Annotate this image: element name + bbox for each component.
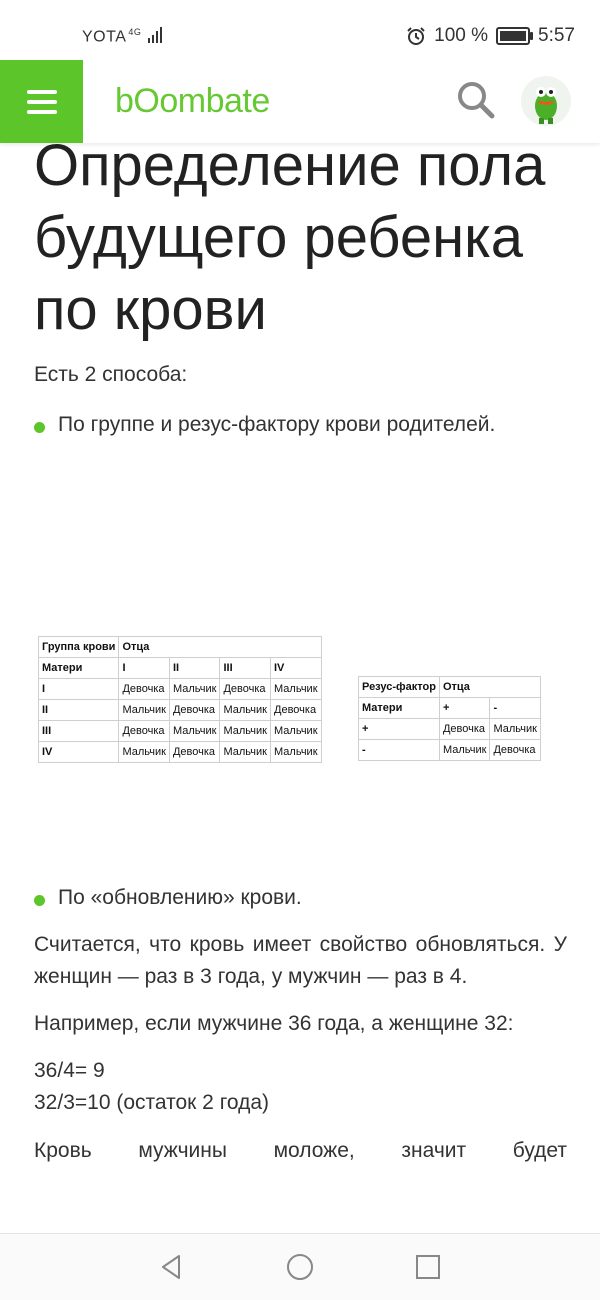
table-cell: Девочка <box>220 679 271 700</box>
table-cell: IV <box>271 658 322 679</box>
carrier-info <box>82 27 164 46</box>
table-row <box>39 742 322 763</box>
table-cell: Матери <box>39 658 119 679</box>
table-cell: Мальчик <box>439 740 490 761</box>
table-cell: Отца <box>119 637 321 658</box>
table-row <box>359 719 541 740</box>
table-cell: Девочка <box>439 719 490 740</box>
table-cell: Мальчик <box>220 700 271 721</box>
article <box>34 130 567 441</box>
blood-group-table <box>38 636 322 763</box>
table-row <box>39 637 322 658</box>
article-title: Определение пола будущего ребенка по крови <box>34 133 546 342</box>
table-cell: Матери <box>359 698 440 719</box>
table-row <box>39 679 322 700</box>
article-continued <box>34 882 567 1167</box>
search-button[interactable] <box>454 78 498 122</box>
table-cell: Девочка <box>119 679 170 700</box>
table-cell: Мальчик <box>220 721 271 742</box>
calc-line: 36/4= 9 <box>34 1059 105 1082</box>
avatar[interactable] <box>521 76 571 126</box>
table-cell: III <box>220 658 271 679</box>
network-type: 4G <box>128 27 142 37</box>
table-row <box>39 721 322 742</box>
table-cell: Мальчик <box>271 721 322 742</box>
signal-icon <box>148 27 164 43</box>
paragraph: Например, если мужчине 36 года, а женщине 32: <box>34 1012 514 1035</box>
table-cell: Девочка <box>490 740 541 761</box>
table-cell: Девочка <box>119 721 170 742</box>
alarm-icon <box>406 26 426 46</box>
status-bar <box>0 0 600 60</box>
table-cell: - <box>359 740 440 761</box>
recents-icon[interactable] <box>413 1252 443 1282</box>
paragraph: Считается, что кровь имеет свойство обновляться. У женщин — раз в 3 года, у мужчин — раз в 4. <box>34 933 567 988</box>
home-icon[interactable] <box>285 1252 315 1282</box>
table-cell: Мальчик <box>119 742 170 763</box>
table-row <box>359 698 541 719</box>
site-logo[interactable]: bOombate <box>115 82 270 120</box>
battery-percent: 100 % <box>434 25 489 46</box>
table-row <box>39 700 322 721</box>
table-cell: IV <box>39 742 119 763</box>
table-cell: I <box>119 658 170 679</box>
list-item: По «обновлению» крови. <box>34 882 567 914</box>
table-cell: Мальчик <box>220 742 271 763</box>
calc-line: 32/3=10 (остаток 2 года) <box>34 1091 270 1114</box>
table-row <box>39 658 322 679</box>
carrier-name: YOTA <box>82 28 127 46</box>
table-cell: I <box>39 679 119 700</box>
table-cell: Девочка <box>169 742 220 763</box>
table-cell: - <box>490 698 541 719</box>
paragraph: Кровь мужчины моложе, значит будет <box>34 1139 567 1162</box>
table-cell: II <box>39 700 119 721</box>
system-nav-bar <box>0 1233 600 1300</box>
table-row <box>359 677 541 698</box>
search-icon <box>454 78 498 122</box>
table-cell: III <box>39 721 119 742</box>
table-cell: Мальчик <box>490 719 541 740</box>
list-item: По группе и резус-фактору крови родителей. <box>34 409 567 441</box>
table-cell: Мальчик <box>169 679 220 700</box>
clock: 5:57 <box>538 25 575 46</box>
table-cell: Мальчик <box>169 721 220 742</box>
table-row <box>359 740 541 761</box>
status-right <box>406 25 575 47</box>
table-cell: + <box>359 719 440 740</box>
table-cell: Группа крови <box>39 637 119 658</box>
table-cell: Мальчик <box>271 742 322 763</box>
table-cell: Отца <box>439 677 540 698</box>
table-cell: Мальчик <box>119 700 170 721</box>
table-cell: II <box>169 658 220 679</box>
rh-factor-table <box>358 676 541 761</box>
back-icon[interactable] <box>157 1252 187 1282</box>
table-cell: + <box>439 698 490 719</box>
intro-text: Есть 2 способа: <box>34 363 188 386</box>
mascot-avatar-icon <box>521 76 571 126</box>
hamburger-menu-icon <box>27 90 57 114</box>
table-cell: Девочка <box>169 700 220 721</box>
table-cell: Мальчик <box>271 679 322 700</box>
battery-icon <box>496 27 530 45</box>
table-cell: Резус-фактор <box>359 677 440 698</box>
table-cell: Девочка <box>271 700 322 721</box>
